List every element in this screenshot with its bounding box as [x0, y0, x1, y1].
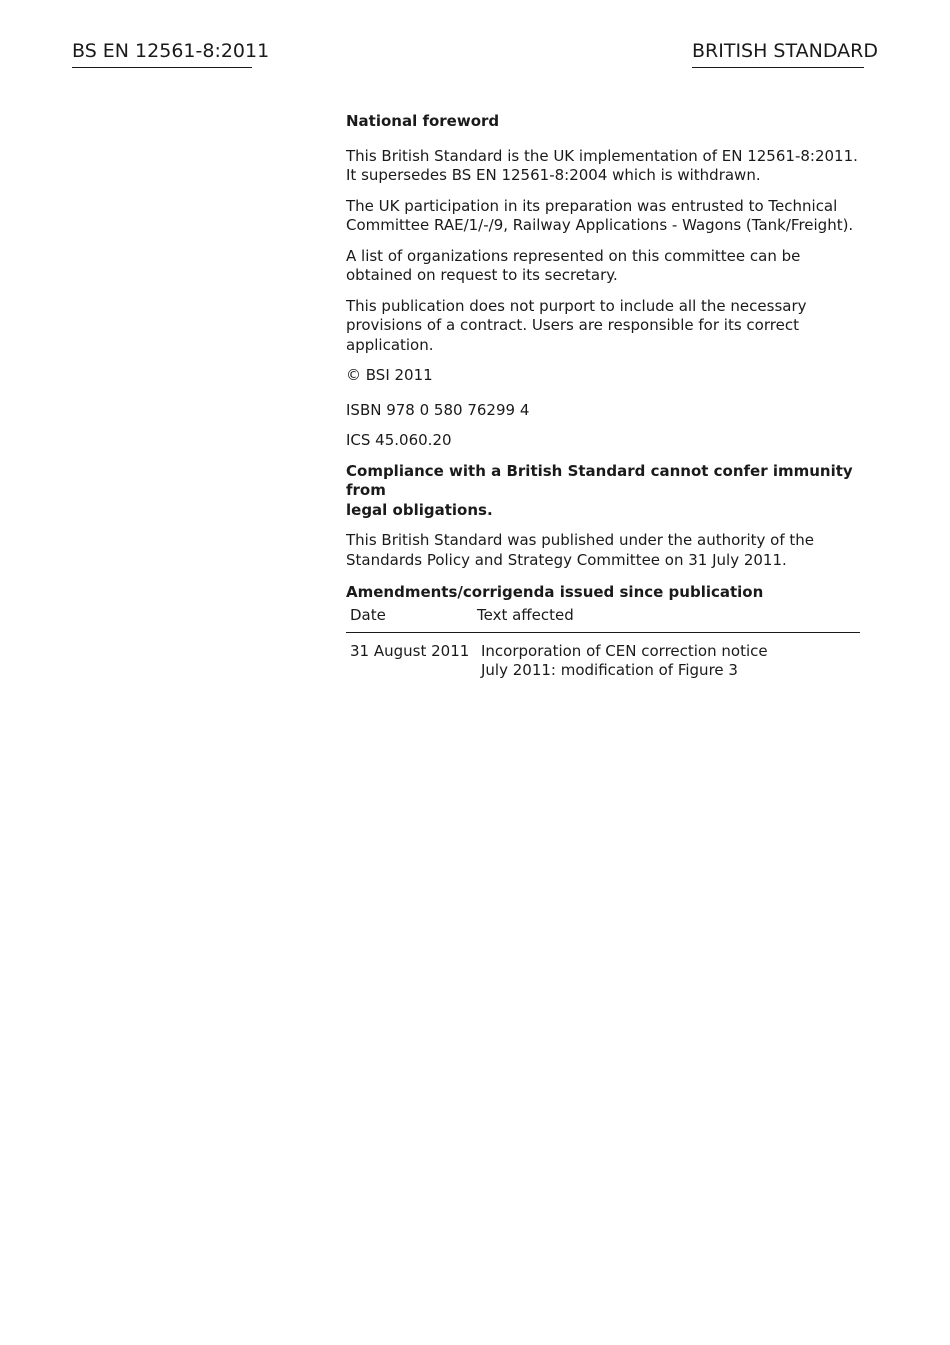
compliance-statement: [346, 462, 860, 521]
contract-line-3: application.: [346, 335, 434, 354]
text-affected-column-header: Text affected: [477, 606, 574, 624]
amendment-text-line-1: Incorporation of CEN correction notice: [481, 641, 768, 660]
national-foreword: [346, 112, 860, 603]
amendments-table: [346, 606, 860, 681]
organizations-paragraph: [346, 247, 860, 286]
table-row: [346, 633, 860, 681]
copyright-notice: © BSI 2011: [346, 366, 433, 384]
document-type: BRITISH STANDARD: [692, 38, 864, 68]
committee-line-2: Committee RAE/1/-/9, Railway Applications - Wagons (Tank/Freight).: [346, 216, 854, 234]
implementation-line-1: This British Standard is the UK implementation of EN 12561-8:2011.: [346, 146, 858, 165]
document-id: BS EN 12561-8:2011: [72, 38, 252, 68]
contract-line-2: provisions of a contract. Users are responsible for its correct: [346, 316, 799, 334]
foreword-title: National foreword: [346, 112, 500, 130]
amendment-text: [477, 642, 860, 681]
amendment-date: 31 August 2011: [350, 641, 470, 660]
committee-paragraph: [346, 197, 860, 236]
contract-paragraph: [346, 297, 860, 356]
compliance-line-2: legal obligations.: [346, 500, 493, 519]
compliance-line-1: Compliance with a British Standard cannot confer immunity from: [346, 461, 853, 499]
implementation-line-2: It supersedes BS EN 12561-8:2004 which is withdrawn.: [346, 166, 761, 184]
amendments-title: Amendments/corrigenda issued since publication: [346, 583, 764, 601]
publication-line-1: This British Standard was published under the authority of the: [346, 531, 815, 549]
isbn: ISBN 978 0 580 76299 4: [346, 400, 530, 419]
organizations-line-2: obtained on request to its secretary.: [346, 266, 618, 284]
implementation-paragraph: [346, 147, 860, 186]
organizations-line-1: A list of organizations represented on this committee can be: [346, 246, 801, 265]
committee-line-1: The UK participation in its preparation was entrusted to Technical: [346, 196, 838, 215]
publication-line-2: Standards Policy and Strategy Committee on 31 July 2011.: [346, 550, 787, 569]
date-column-header: Date: [350, 606, 386, 624]
amendment-text-line-2: July 2011: modification of Figure 3: [481, 661, 738, 679]
publication-paragraph: [346, 531, 860, 570]
ics-code: ICS 45.060.20: [346, 431, 452, 449]
contract-line-1: This publication does not purport to include all the necessary: [346, 296, 807, 315]
amendments-table-header: [346, 606, 860, 633]
